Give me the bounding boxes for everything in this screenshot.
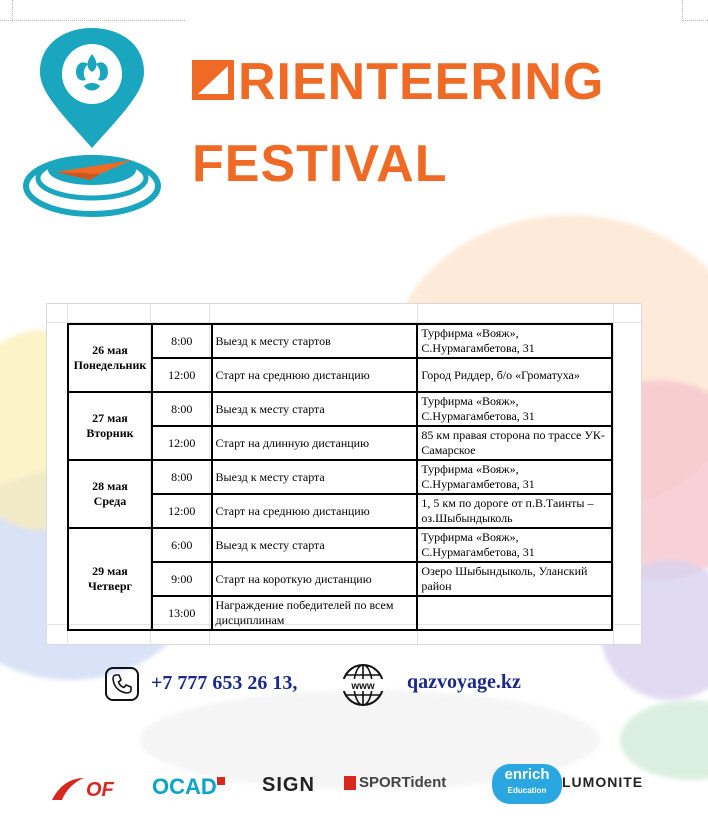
day-weekday: Вторник (86, 426, 134, 440)
ocad-cross-icon (217, 777, 225, 785)
place-cell: Город Риддер, б/о «Громатуха» (417, 358, 612, 392)
sportident-label: SPORTident (359, 774, 447, 791)
sponsor-enrich-logo (492, 764, 562, 804)
page-corner-mark-right (682, 0, 708, 21)
phone-icon[interactable] (105, 667, 139, 701)
day-cell (68, 460, 152, 528)
sponsor-logos (40, 768, 680, 808)
lumonite-label: LUMONITE (562, 774, 644, 790)
place-cell: Турфирма «Вояж», С.Нурмагамбетова, 31 (417, 324, 612, 358)
place-cell: Озеро Шыбындыколь, Уланский район (417, 562, 612, 596)
sponsor-lumonite-logo (562, 774, 643, 790)
time-cell: 9:00 (152, 562, 212, 596)
www-label: www (351, 681, 375, 692)
enrich-label: enrich (504, 766, 550, 783)
sponsor-ocad-logo (152, 774, 225, 800)
contacts-bar (105, 663, 585, 707)
website-link[interactable]: qazvoyage.kz (407, 671, 521, 693)
event-cell: Выезд к месту старта (212, 528, 418, 562)
sponsor-iof-logo (50, 774, 130, 809)
schedule-sheet (46, 303, 642, 645)
title-line-1 (192, 53, 605, 111)
sign-label: SIGN (262, 774, 315, 796)
day-date: 29 мая (92, 564, 128, 578)
event-cell: Старт на короткую дистанцию (212, 562, 418, 596)
event-cell: Выезд к месту старта (212, 460, 418, 494)
table-row (68, 392, 612, 426)
sheet-gridline (613, 304, 614, 644)
time-cell: 13:00 (152, 596, 212, 630)
place-cell: 1, 5 км по дороге от п.В.Таинты – оз.Шыбындыколь (417, 494, 612, 528)
time-cell: 8:00 (152, 392, 212, 426)
place-cell: Турфирма «Вояж», С.Нурмагамбетова, 31 (417, 460, 612, 494)
time-cell: 6:00 (152, 528, 212, 562)
table-row (68, 460, 612, 494)
day-cell (68, 392, 152, 460)
iof-label: OF (86, 779, 114, 801)
ocad-label: OCAD (152, 774, 217, 799)
phone-number[interactable]: +7 777 653 26 13, (151, 672, 298, 694)
day-weekday: Среда (93, 494, 127, 508)
iof-swoosh-icon (50, 774, 130, 804)
place-cell: Турфирма «Вояж», С.Нурмагамбетова, 31 (417, 528, 612, 562)
time-cell: 8:00 (152, 324, 212, 358)
place-cell: 85 км правая сторона по трассе УК-Самарское (417, 426, 612, 460)
day-date: 27 мая (92, 411, 128, 425)
day-date: 28 мая (92, 479, 128, 493)
map-pin-compass-logo-icon (20, 28, 170, 218)
title-text-1: RIENTEERING (238, 53, 605, 111)
www-globe-icon[interactable] (341, 663, 385, 707)
event-cell: Старт на среднюю дистанцию (212, 494, 418, 528)
place-cell (417, 596, 612, 630)
time-cell: 12:00 (152, 426, 212, 460)
day-weekday: Четверг (87, 579, 132, 593)
table-row (68, 528, 612, 562)
time-cell: 12:00 (152, 358, 212, 392)
day-weekday: Понедельник (73, 358, 147, 372)
enrich-sub-label: Education (507, 786, 547, 795)
page-corner-mark-top (0, 0, 185, 21)
day-date: 26 мая (92, 343, 128, 357)
place-cell: Турфирма «Вояж», С.Нурмагамбетова, 31 (417, 392, 612, 426)
sponsor-sign-logo (262, 774, 315, 797)
sponsor-sportident-logo (344, 774, 446, 791)
schedule-table (67, 323, 613, 631)
day-cell (68, 528, 152, 630)
time-cell: 8:00 (152, 460, 212, 494)
orienteering-o-flag-icon (192, 60, 234, 100)
title-line-2: FESTIVAL (192, 135, 448, 193)
day-cell (68, 324, 152, 392)
time-cell: 12:00 (152, 494, 212, 528)
event-cell: Старт на среднюю дистанцию (212, 358, 418, 392)
event-cell: Старт на длинную дистанцию (212, 426, 418, 460)
table-row (68, 324, 612, 358)
event-cell: Награждение победителей по всем дисциплинам (212, 596, 418, 630)
event-cell: Выезд к месту старта (212, 392, 418, 426)
sportident-mark-icon (344, 776, 356, 790)
event-cell: Выезд к месту стартов (212, 324, 418, 358)
